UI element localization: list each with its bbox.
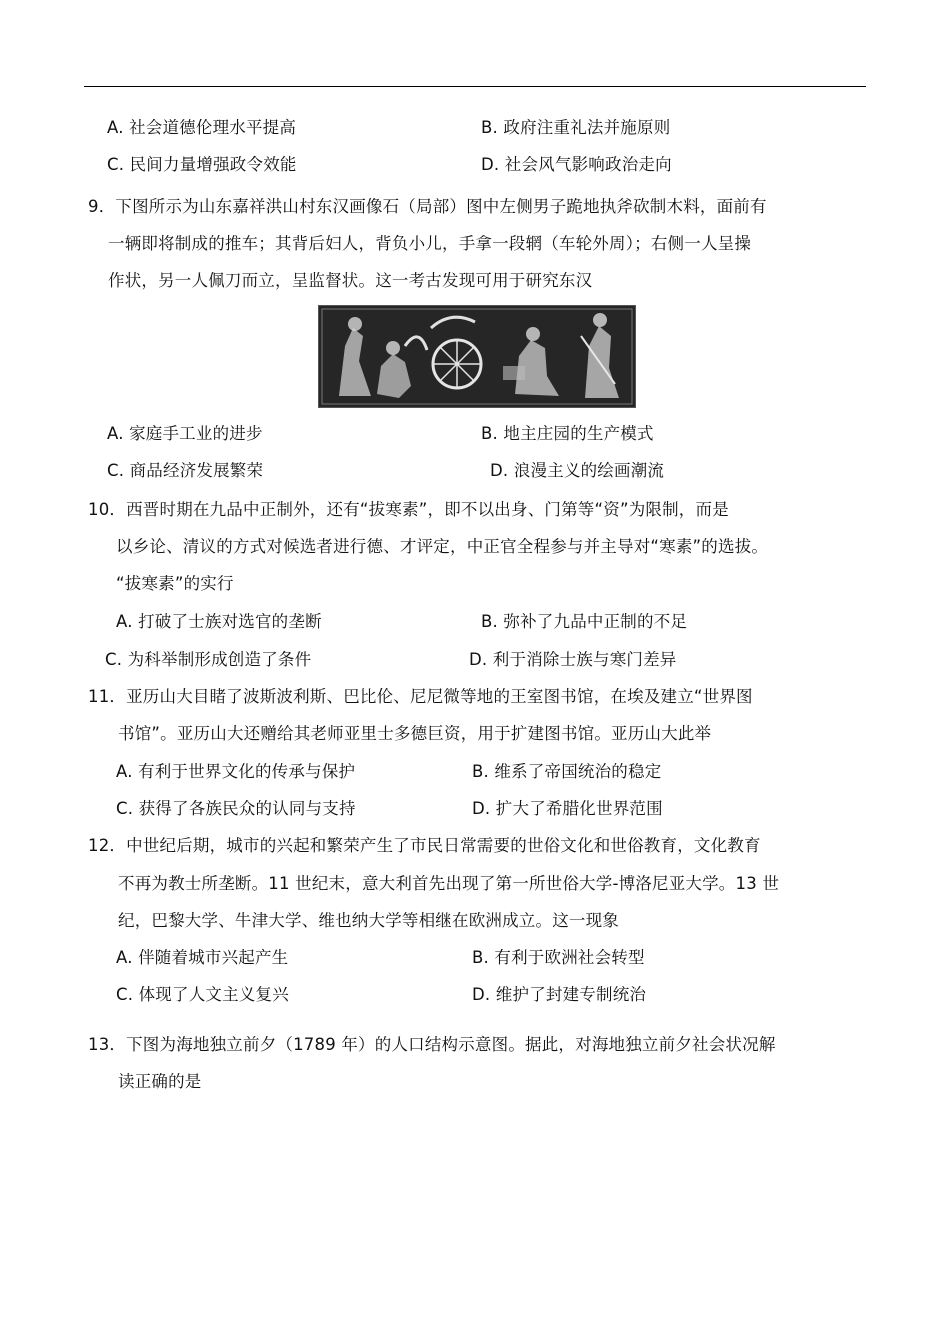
q11-option-d: D. 扩大了希腊化世界范围: [472, 799, 663, 818]
q9-stem-line3: 作状，另一人佩刀而立，呈监督状。这一考古发现可用于研究东汉: [108, 271, 593, 290]
q8-option-c: C. 民间力量增强政令效能: [107, 155, 297, 174]
q11-option-a: A. 有利于世界文化的传承与保护: [116, 762, 356, 781]
header-rule: [84, 86, 866, 87]
q10-option-d: D. 利于消除士族与寒门差异: [469, 650, 677, 669]
q10-stem-line2: 以乡论、清议的方式对候选者进行德、才评定，中正官全程参与并主导对“寒素”的选拔。: [116, 537, 769, 556]
q9-option-c: C. 商品经济发展繁荣: [107, 461, 264, 480]
q11-option-b: B. 维系了帝国统治的稳定: [472, 762, 662, 781]
q9-option-b: B. 地主庄园的生产模式: [481, 424, 654, 443]
q9-stem-line1: 9．下图所示为山东嘉祥洪山村东汉画像石（局部）图中左侧男子跪地执斧砍制木料，面前有: [88, 197, 767, 216]
q9-option-d: D. 浪漫主义的绘画潮流: [490, 461, 665, 480]
q9-stem-line2: 一辆即将制成的推车；其背后妇人，背负小儿，手拿一段辋（车轮外周）；右侧一人呈操: [108, 234, 752, 253]
q9-option-a: A. 家庭手工业的进步: [107, 424, 263, 443]
han-stone-relief-image: [318, 305, 636, 408]
q10-option-b: B. 弥补了九品中正制的不足: [481, 612, 688, 631]
q10-stem-line3: “拔寒素”的实行: [116, 574, 234, 593]
q12-stem-line1: 12．中世纪后期，城市的兴起和繁荣产生了市民日常需要的世俗文化和世俗教育，文化教育: [88, 836, 761, 855]
q11-stem-line2: 书馆”。亚历山大还赠给其老师亚里士多德巨资，用于扩建图书馆。亚历山大此举: [118, 724, 712, 743]
relief-figures: [319, 306, 635, 407]
q10-stem-line1: 10．西晋时期在九品中正制外，还有“拔寒素”，即不以出身、门第等“资”为限制，而是: [88, 500, 729, 519]
q10-option-a: A. 打破了士族对选官的垄断: [116, 612, 322, 631]
q11-stem-line1: 11．亚历山大目睹了波斯波利斯、巴比伦、尼尼微等地的王室图书馆，在埃及建立“世界图: [88, 687, 753, 706]
q8-option-a: A. 社会道德伦理水平提高: [107, 118, 297, 137]
q12-option-c: C. 体现了人文主义复兴: [116, 985, 289, 1004]
q13-stem-line1: 13．下图为海地独立前夕（1789 年）的人口结构示意图。据此，对海地独立前夕社会状况解: [88, 1035, 776, 1054]
q12-stem-line3: 纪，巴黎大学、牛津大学、维也纳大学等相继在欧洲成立。这一现象: [118, 911, 619, 930]
q12-option-a: A. 伴随着城市兴起产生: [116, 948, 289, 967]
q13-stem-line2: 读正确的是: [118, 1072, 202, 1091]
q12-option-d: D. 维护了封建专制统治: [472, 985, 647, 1004]
q11-option-c: C. 获得了各族民众的认同与支持: [116, 799, 356, 818]
q12-option-b: B. 有利于欧洲社会转型: [472, 948, 645, 967]
q8-option-b: B. 政府注重礼法并施原则: [481, 118, 671, 137]
q12-stem-line2: 不再为教士所垄断。11 世纪末，意大利首先出现了第一所世俗大学-博洛尼亚大学。13 世: [118, 874, 780, 893]
q10-option-c: C. 为科举制形成创造了条件: [105, 650, 312, 669]
q8-option-d: D. 社会风气影响政治走向: [481, 155, 672, 174]
